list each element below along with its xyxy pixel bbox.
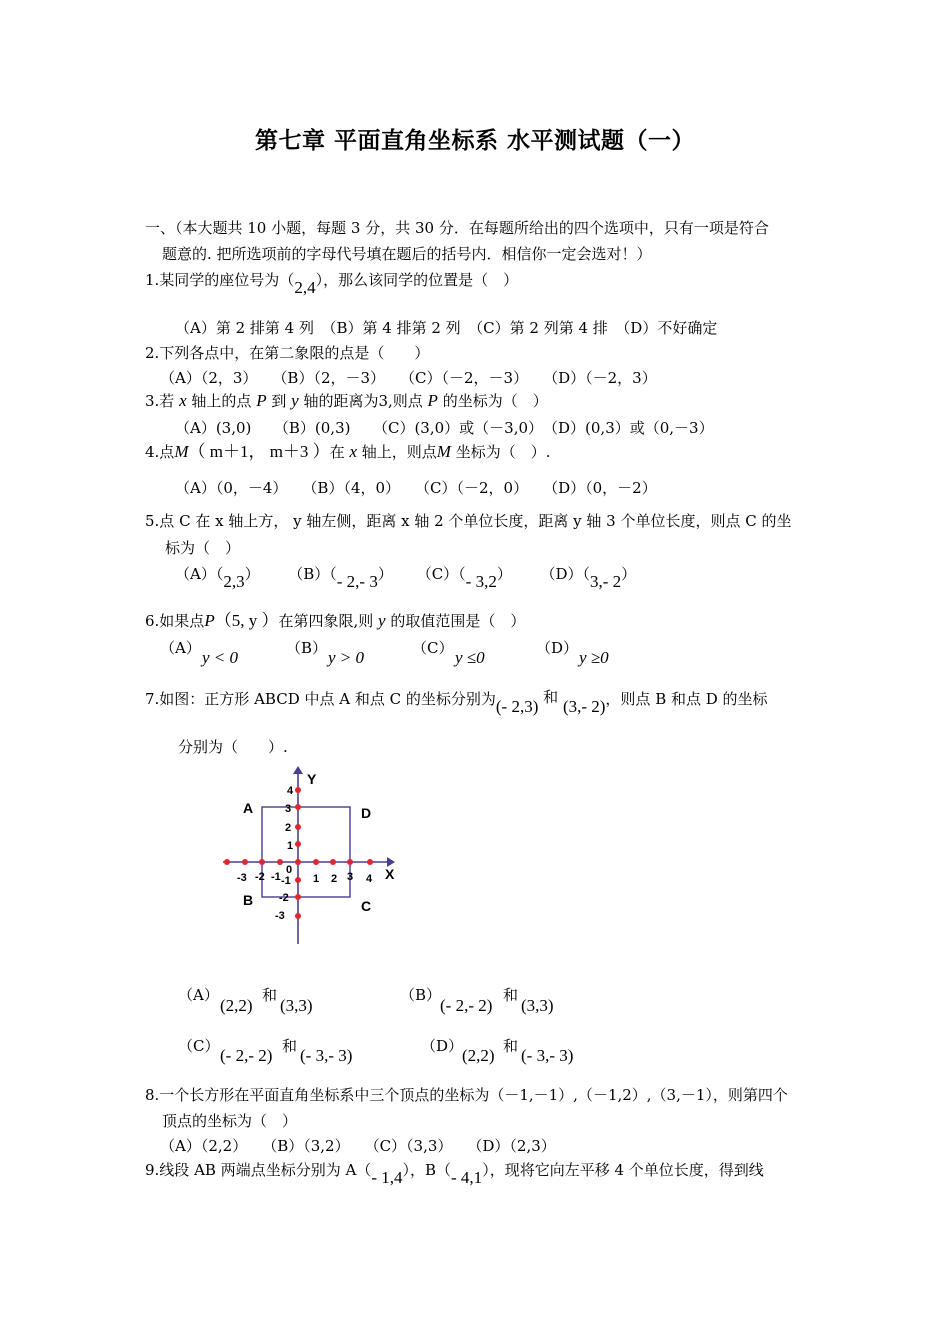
q7-option-b-2: (3,3): [521, 996, 554, 1015]
q5-close-d: ）: [621, 565, 637, 583]
x-axis-point: [330, 859, 336, 865]
q3-text-3: 到: [266, 392, 292, 410]
q5-option-d: 3,- 2: [590, 572, 622, 591]
q6-coord: （5, y ）: [214, 611, 279, 630]
q4-coord: （ m＋1， m＋3 ）: [188, 442, 330, 461]
question-4: [145, 442, 551, 462]
origin-label: 0: [286, 864, 293, 876]
q3-var-x: x: [179, 391, 187, 410]
q5-option-d-label: （D）（: [540, 565, 590, 583]
q7-point-a: (- 2,3): [495, 697, 539, 716]
q6-option-a: y < 0: [202, 648, 239, 667]
q6-option-c-label: （C）: [412, 639, 454, 657]
corner-a-label: A: [243, 800, 254, 816]
q1-suffix: ），那么该同学的位置是（ ）: [315, 271, 519, 289]
q7-option-a-and: 和: [262, 986, 278, 1004]
question-2: 2.下列各点中，在第二象限的点是（ ）: [145, 344, 430, 362]
q7-option-d-and: 和: [503, 1037, 519, 1055]
section-heading-line2: 题意的. 把所选项前的字母代号填在题后的括号内．相信你一定会选对！）: [162, 245, 652, 263]
question-5-line2: 标为（ ）: [165, 539, 241, 557]
x-axis-point: [224, 859, 230, 865]
question-9: [145, 1160, 764, 1187]
y-axis-point: [295, 894, 301, 900]
question-6: [145, 611, 525, 631]
q7-option-d-2: (- 3,- 3): [521, 1046, 574, 1065]
q7-option-c-label: （C）: [178, 1037, 220, 1055]
coordinate-figure: [215, 762, 415, 952]
x-tick-label: -2: [255, 871, 265, 883]
q5-options: [175, 564, 637, 591]
question-7-line2: 分别为（ ）.: [178, 738, 288, 756]
section-heading-line1: 一、（本大题共 10 小题，每题 3 分，共 30 分．在每题所给出的四个选项中，只有一项是符合: [145, 219, 769, 237]
q6-option-a-label: （A）: [160, 639, 201, 657]
q7-option-b-and: 和: [503, 986, 519, 1004]
q5-option-c: - 3,2: [465, 572, 497, 591]
corner-d-label: D: [361, 805, 372, 821]
x-axis-point: [313, 859, 319, 865]
q7-option-d-1: (2,2): [462, 1046, 495, 1065]
question-8-line2: 顶点的坐标为（ ）: [162, 1112, 298, 1130]
x-tick-label: 2: [331, 873, 338, 885]
q5-option-a-label: （A）（: [175, 565, 224, 583]
q3-text-5: 的坐标为（ ）: [437, 392, 548, 410]
x-axis-label: X: [385, 866, 395, 882]
y-tick-label: 4: [287, 785, 294, 797]
question-3: [145, 391, 548, 411]
y-tick-label: -3: [275, 910, 285, 922]
x-tick-label: 3: [347, 871, 354, 883]
q6-text-2: 在第四象限,则: [278, 612, 378, 630]
question-5-line1: 5.点 C 在 x 轴上方， y 轴左侧，距离 x 轴 2 个单位长度，距离 y 轴 3 个单位长度，则点 C 的坐: [145, 512, 792, 530]
y-tick-label: 3: [285, 803, 292, 815]
q6-text-1: 6.如果点: [145, 612, 205, 630]
q7-text-2: ，则点 B 和点 D 的坐标: [605, 690, 768, 708]
q4-text-4: 坐标为（ ）.: [450, 443, 551, 461]
q7-option-a-label: （A）: [178, 986, 219, 1004]
q9-text-2: ），B（: [402, 1161, 452, 1179]
q7-option-b-label: （B）: [400, 986, 442, 1004]
question-1: [145, 270, 519, 297]
q9-text-1: 9.线段 AB 两端点坐标分别为 A（: [145, 1161, 372, 1179]
q7-option-d-label: （D）: [421, 1037, 464, 1055]
q9-text-3: ），现将它向左平移 4 个单位长度，得到线: [482, 1161, 764, 1179]
q5-option-b-label: （B）（: [288, 565, 337, 583]
q4-text-3: 轴上，则点: [357, 443, 437, 461]
q6-option-b-label: （B）: [286, 639, 328, 657]
x-axis-point: [367, 859, 373, 865]
q7-option-b-1: (- 2,- 2): [440, 996, 493, 1015]
q3-var-p: P: [256, 391, 267, 410]
y-tick-label: 1: [287, 840, 294, 852]
x-axis-point: [259, 859, 265, 865]
y-axis-label: Y: [307, 771, 317, 787]
y-tick-label: -1: [281, 875, 291, 887]
q5-close-a: ）: [244, 565, 260, 583]
q5-close-c: ）: [496, 565, 512, 583]
x-axis-point: [347, 859, 353, 865]
question-8-line1: 8.一个长方形在平面直角坐标系中三个顶点的坐标为（－1,－1）,（－1,2）,（3,－1），则第四个: [145, 1086, 788, 1104]
q9-point-a: - 1,4: [371, 1168, 403, 1187]
q3-var-y: y: [291, 391, 299, 410]
q7-text-1: 7.如图：正方形 ABCD 中点 A 和点 C 的坐标分别为: [145, 690, 496, 708]
page-title: 第七章 平面直角坐标系 水平测试题（一）: [254, 127, 695, 154]
q5-option-c-label: （C）（: [416, 565, 466, 583]
q7-option-a-2: (3,3): [280, 996, 313, 1015]
q3-text-4: 轴的距离为3,则点: [298, 392, 428, 410]
q3-text-1: 3.若: [145, 392, 180, 410]
x-axis-point: [277, 859, 283, 865]
q6-option-d: y ≥0: [579, 648, 609, 667]
y-axis-point: [295, 877, 301, 883]
q4-var-x: x: [349, 442, 358, 461]
q4-var-m: M: [174, 442, 189, 461]
q5-close-b: ）: [377, 565, 393, 583]
x-tick-label: -3: [237, 872, 247, 884]
y-axis-arrow: [293, 766, 303, 774]
q4-var-m2: M: [436, 442, 451, 461]
q8-options: （A）（2,2） （B）（3,2） （C）（3,3） （D）（2,3）: [160, 1137, 556, 1155]
origin-point: [295, 859, 301, 865]
q6-var-p: P: [204, 611, 215, 630]
q6-var-y: y: [378, 611, 386, 630]
q1-coord: 2,4: [294, 278, 316, 297]
q7-and: 和: [543, 688, 559, 706]
x-tick-label: 4: [366, 873, 373, 885]
q1-options: （A）第 2 排第 4 列 （B）第 4 排第 2 列 （C）第 2 列第 4 排 （D）不好确定: [175, 319, 718, 337]
x-tick-label: -1: [271, 871, 281, 883]
q6-text-3: 的取值范围是（ ）: [385, 612, 526, 630]
q4-text-2: 在: [329, 443, 350, 461]
y-axis-point: [295, 824, 301, 830]
y-tick-label: -2: [279, 892, 289, 904]
q7-option-c-and: 和: [282, 1037, 298, 1055]
q7-point-c: (3,- 2): [562, 697, 606, 716]
q1-prefix: 1.某同学的座位号为（: [145, 271, 295, 289]
y-axis-point: [295, 787, 301, 793]
question-7: [145, 688, 768, 716]
corner-b-label: B: [243, 892, 254, 908]
y-tick-label: 2: [285, 822, 292, 834]
q6-option-b: y > 0: [328, 648, 365, 667]
q7-option-c-1: (- 2,- 2): [220, 1046, 273, 1065]
x-axis-point: [242, 859, 248, 865]
q9-point-b: - 4,1: [451, 1168, 483, 1187]
q3-options: （A）(3,0) （B）(0,3) （C）(3,0）或（－3,0） （D）(0,3）或（0,－3）: [175, 419, 714, 437]
q6-option-d-label: （D）: [536, 639, 579, 657]
q2-options: （A）（2，3） （B）（2，－3） （C）（－2，－3） （D）（－2，3）: [160, 369, 657, 387]
y-axis-point: [295, 841, 301, 847]
q3-text-2: 轴上的点: [186, 392, 257, 410]
x-tick-label: 1: [313, 873, 320, 885]
q4-text-1: 4.点: [145, 443, 175, 461]
corner-c-label: C: [361, 898, 372, 914]
y-axis-point: [295, 804, 301, 810]
q7-option-c-2: (- 3,- 3): [300, 1046, 353, 1065]
q3-var-p2: P: [427, 391, 438, 410]
y-axis-point: [295, 913, 301, 919]
q7-option-a-1: (2,2): [220, 996, 253, 1015]
q4-options: （A）（0，－4） （B）（4，0） （C）（－2，0） （D）（0，－2）: [175, 479, 657, 497]
q5-option-a: 2,3: [223, 572, 245, 591]
q5-option-b: - 2,- 3: [336, 572, 378, 591]
q6-option-c: y ≤0: [455, 648, 485, 667]
